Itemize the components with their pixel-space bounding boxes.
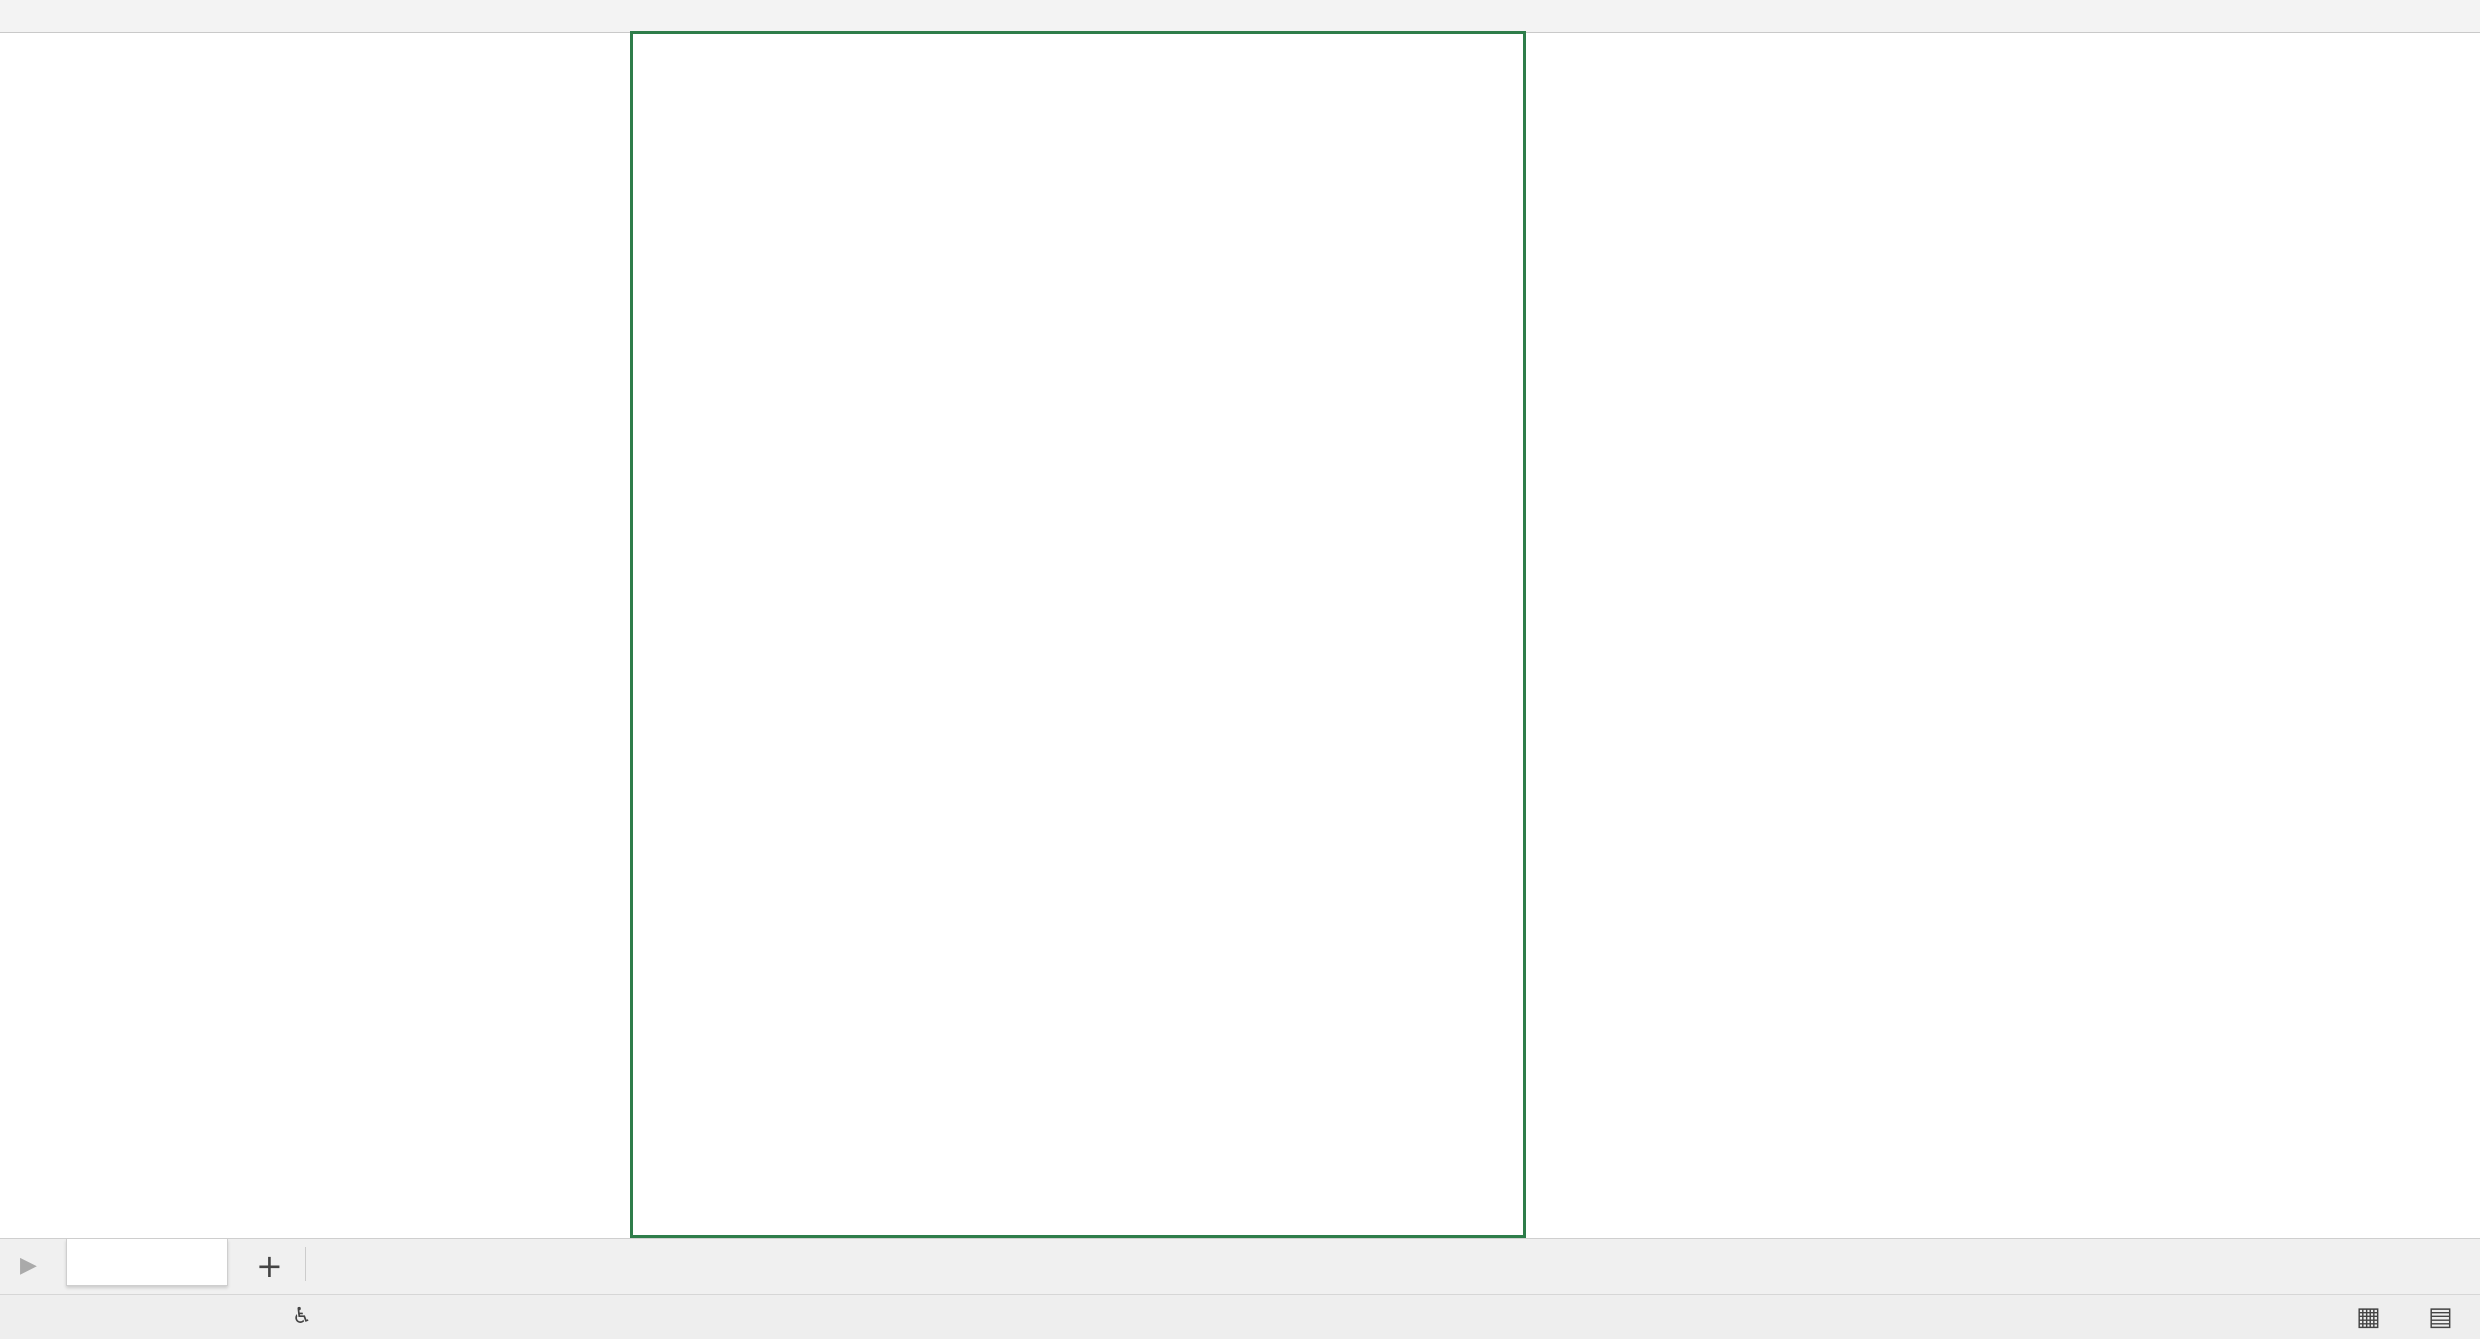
tab-divider <box>305 1247 306 1281</box>
sheet-tab-bar <box>0 1238 2480 1295</box>
sheet-tab[interactable] <box>66 1239 228 1286</box>
accessibility-icon[interactable]: ♿︎ <box>292 1304 312 1329</box>
column-headers <box>0 0 2480 33</box>
page-layout-icon[interactable]: ▤ <box>2428 1302 2453 1332</box>
status-bar <box>0 1294 2480 1339</box>
sheet-nav-arrow-icon[interactable]: ▶ <box>20 1253 37 1278</box>
add-sheet-icon[interactable]: + <box>256 1247 283 1285</box>
normal-view-icon[interactable]: ▦ <box>2356 1302 2381 1332</box>
selected-column-d-outline <box>630 31 1526 1238</box>
